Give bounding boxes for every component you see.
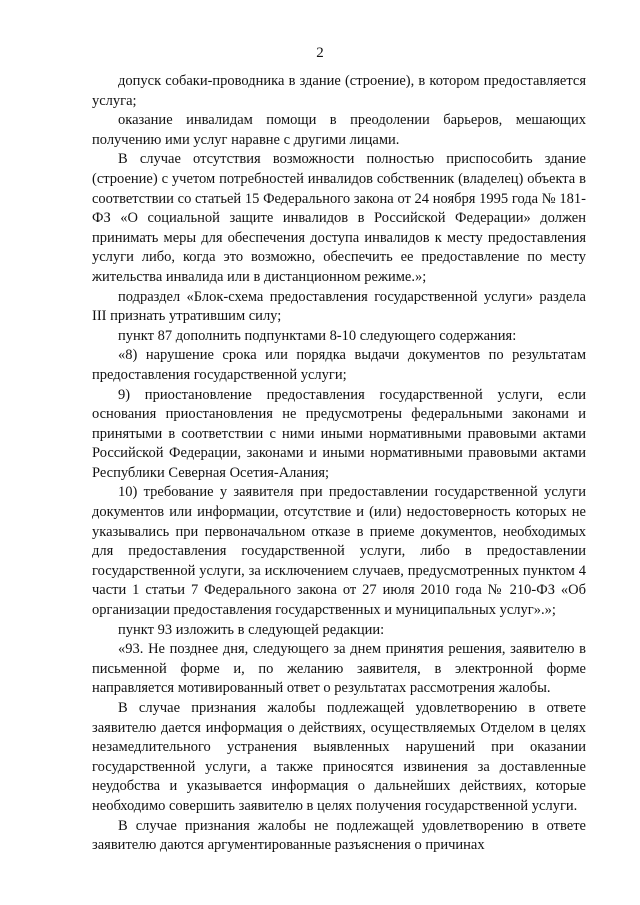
- paragraph: «8) нарушение срока или порядка выдачи документов по результатам предоставления государственной услуги;: [92, 347, 586, 383]
- paragraph: В случае признания жалобы подлежащей удовлетворению в ответе заявителю дается информация о действиях, осуществляемых Отделом в целях незамедлительного устранения выявленных нарушений при оказании государственной услуги, а также приносятся извинения за доставленные неудобства и указывается информация о дальнейших действиях, которые необходимо совершить заявителю в целях получения государственной услуги.: [92, 700, 586, 814]
- page-number: 2: [316, 45, 324, 61]
- paragraph: 10) требование у заявителя при предоставлении государственной услуги документов или информации, отсутствие и (или) недостоверность которых не указывались при первоначальном отказе в приеме документов, необходимых для предоставления государственной услуги, либо в предоставлении государственной услуги, за исключением случаев, предусмотренных пунктом 4 части 1 статьи 7 Федерального закона от 27 июля 2010 года № 210-ФЗ «Об организации предоставления государственных и муниципальных услуг».»;: [92, 484, 586, 619]
- paragraph: пункт 87 дополнить подпунктами 8-10 следующего содержания:: [118, 327, 517, 344]
- document-body: [92, 72, 586, 856]
- paragraph: В случае отсутствия возможности полностью приспособить здание (строение) с учетом потребностей инвалидов собственник (владелец) объекта в соответствии со статьей 15 Федерального закона от 24 ноября 1995 года № 181-ФЗ «О социальной защите инвалидов в Российской Федерации» должен принимать меры для обеспечения доступа инвалидов к месту предоставления услуги либо, когда это возможно, обеспечить ее предоставление по месту жительства инвалида или в дистанционном режиме.»;: [92, 151, 586, 285]
- paragraph: В случае признания жалобы не подлежащей удовлетворению в ответе заявителю даются аргументированные разъяснения о причинах: [92, 817, 586, 854]
- paragraph: оказание инвалидам помощи в преодолении барьеров, мешающих получению ими услуг наравне с другими лицами.: [92, 112, 586, 148]
- paragraph: допуск собаки-проводника в здание (строение), в котором предоставляется услуга;: [92, 73, 586, 109]
- paragraph: 9) приостановление предоставления государственной услуги, если основания приостановления не предусмотрены федеральными законами и принятыми в соответствии с ними иными нормативными правовыми актами Российской Федерации, законами и иными нормативными правовыми актами Республики Северная Осетия-Алания;: [92, 386, 586, 481]
- paragraph: «93. Не позднее дня, следующего за днем принятия решения, заявителю в письменной форме и, по желанию заявителя, в электронной форме направляется мотивированный ответ о результатах рассмотрения жалобы.: [92, 641, 586, 697]
- paragraph: подраздел «Блок-схема предоставления государственной услуги» раздела III признать утратившим силу;: [92, 288, 586, 325]
- paragraph: пункт 93 изложить в следующей редакции:: [118, 621, 385, 638]
